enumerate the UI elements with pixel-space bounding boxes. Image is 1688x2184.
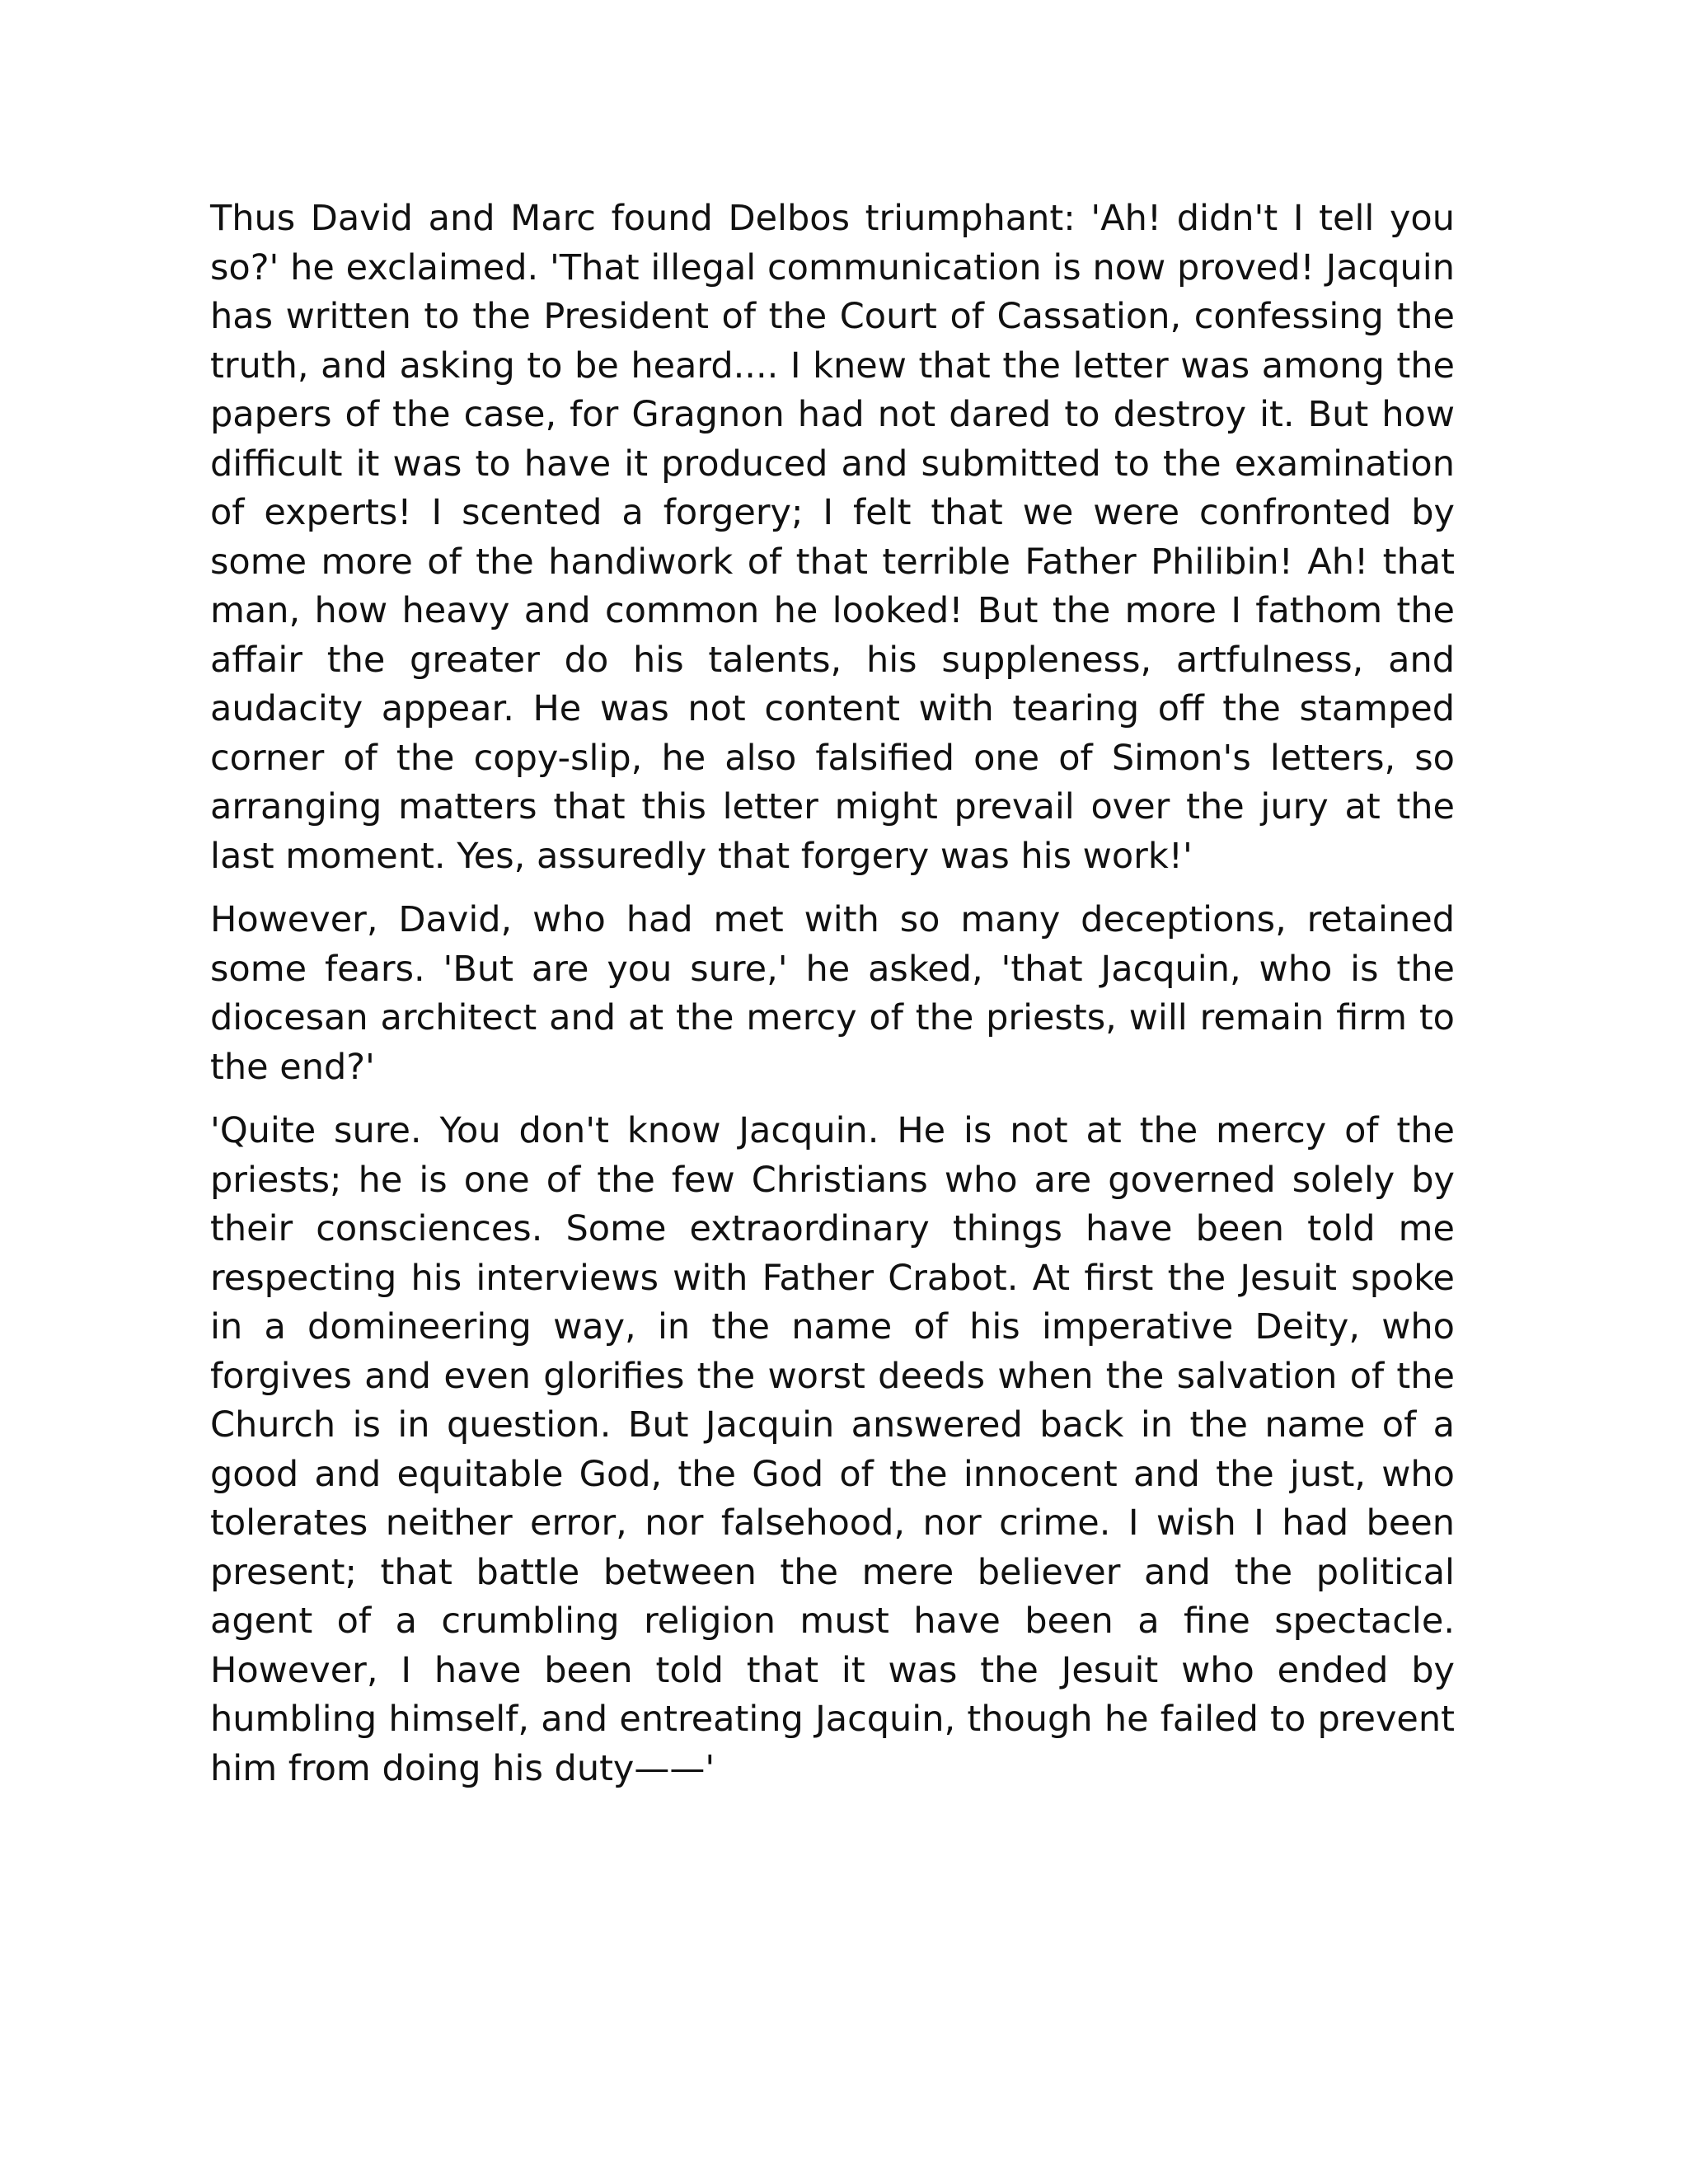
- paragraph-1: Thus David and Marc found Delbos triumphant: 'Ah! didn't I tell you so?' he exclaimed. 'That illegal communication is now proved! Jacquin has written to the President of the Court of Cassation, confessing the truth, and asking to be heard.... I knew that the letter was among the papers of the case, for Gragnon had not dared to destroy it. But how difficult it was to have it produced and submitted to the examination of experts! I scented a forgery; I felt that we were confronted by some more of the handiwork of that terrible Father Philibin! Ah! that man, how heavy and common he looked! But the more I fathom the affair the greater do his talents, his suppleness, artfulness, and audacity appear. He was not content with tearing off the stamped corner of the copy-slip, he also falsified one of Simon's letters, so arranging matters that this letter might prevail over the jury at the last moment. Yes, assuredly that forgery was his work!': [210, 198, 1455, 877]
- paragraph-3: 'Quite sure. You don't know Jacquin. He is not at the mercy of the priests; he is one of the few Christians who are governed solely by their consciences. Some extraordinary things have been told me respecting his interviews with Father Crabot. At first the Jesuit spoke in a domineering way, in the name of his imperative Deity, who forgives and even glorifies the worst deeds when the salvation of the Church is in question. But Jacquin answered back in the name of a good and equitable God, the God of the innocent and the just, who tolerates neither error, nor falsehood, nor crime. I wish I had been present; that battle between the mere believer and the political agent of a crumbling religion must have been a fine spectacle. However, I have been told that it was the Jesuit who ended by humbling himself, and entreating Jacquin, though he failed to prevent him from doing his duty——': [210, 1110, 1455, 1789]
- paragraph-2: However, David, who had met with so many deceptions, retained some fears. 'But are you sure,' he asked, 'that Jacquin, who is the diocesan architect and at the mercy of the priests, will remain firm to the end?': [210, 899, 1455, 1088]
- body-text: [210, 194, 1455, 1808]
